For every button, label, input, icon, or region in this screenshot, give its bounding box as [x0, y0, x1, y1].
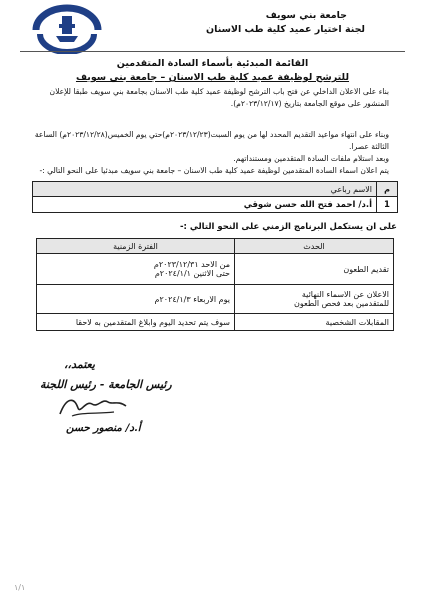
event-text: تقديم الطعون — [343, 264, 389, 274]
page-number: ١/١ — [14, 583, 26, 592]
signatory-role: رئيس الجامعة - رئيس اللجنة — [40, 378, 172, 391]
table-row — [37, 314, 394, 331]
paragraph-announcement: بناء على الاعلان الداخلي عن فتح باب الترشح لوظيفة عميد كلية طب الاسنان بجامعة بني سويف طبقا للإعلان المنشور على موقع الجامعة بتاريخ (٢٠٢٣/١٢/١٧م). — [49, 87, 389, 109]
schedule-table — [36, 238, 394, 331]
paragraph-deadline: وبناء على انتهاء مواعيد التقديم المحدد لها من يوم السبت(٢٠٢٣/١٢/٢٣م)حتي يوم الخميس(٢٠٢٣/١٢/٢٨م) الساعة الثالثة عصرا. — [34, 130, 389, 152]
event-cell — [235, 285, 394, 314]
period-text: يوم الاربعاء ٢٠٢٤/١/٣م — [154, 294, 230, 304]
paragraph-files: وبعد استلام ملفات السادة المتقدمين ومستنداتهم. — [233, 154, 389, 163]
university-logo — [30, 4, 104, 54]
applicant-name: أ.د/ احمد فتح الله حسن شوقي — [33, 197, 377, 213]
handwritten-signature — [52, 390, 132, 424]
event-cell — [235, 254, 394, 285]
table-row — [37, 254, 394, 285]
period-text: سوف يتم تحديد اليوم وابلاغ المتقدمين به لاحقا — [75, 317, 230, 327]
event-line: للمتقدمين بعد فحص الطعون — [294, 299, 389, 308]
table-row — [33, 197, 398, 213]
approval-text: يعتمد،، — [64, 358, 95, 371]
document-title: القائمة المبدئية بأسماء السادة المتقدمين — [116, 58, 309, 69]
period-cell — [37, 285, 235, 314]
table-row — [37, 285, 394, 314]
header-name: الاسم رباعي — [33, 182, 377, 197]
applicant-num: 1 — [377, 197, 398, 213]
period-cell — [37, 314, 235, 331]
event-cell — [235, 314, 394, 331]
document-subtitle: للترشح لوظيفة عميد كلية طب الاسنان – جامعة بني سويف — [75, 72, 350, 83]
committee-name: لجنة اختيار عميد كلية طب الاسنان — [206, 24, 365, 35]
schedule-header-row — [37, 239, 394, 254]
signatory-name: أ.د/ منصور حسن — [66, 422, 141, 434]
header-num: م — [377, 182, 398, 197]
header-event: الحدث — [235, 239, 394, 254]
schedule-intro: على ان يستكمل البرنامج الزمني على النحو التالي :- — [179, 222, 397, 232]
header-divider — [20, 51, 405, 52]
university-name: جامعة بني سويف — [265, 10, 347, 21]
paragraph-list-intro: يتم اعلان اسماء السادة المتقدمين لوظيفة عميد كلية طب الاسنان – جامعة بني سويف مبدئيا على النحو التالي :- — [39, 166, 389, 175]
applicants-header-row — [33, 182, 398, 197]
period-line: من الاحد ٢٠٢٣/١٢/٣١م — [153, 260, 230, 269]
period-cell — [37, 254, 235, 285]
event-line: الاعلان عن الاسماء النهائية — [301, 290, 389, 299]
header-period: الفترة الزمنية — [37, 239, 235, 254]
applicants-table — [32, 181, 398, 213]
period-line: حتى الاثنين ٢٠٢٤/١/١م — [154, 269, 230, 278]
event-text: المقابلات الشخصية — [325, 317, 389, 327]
